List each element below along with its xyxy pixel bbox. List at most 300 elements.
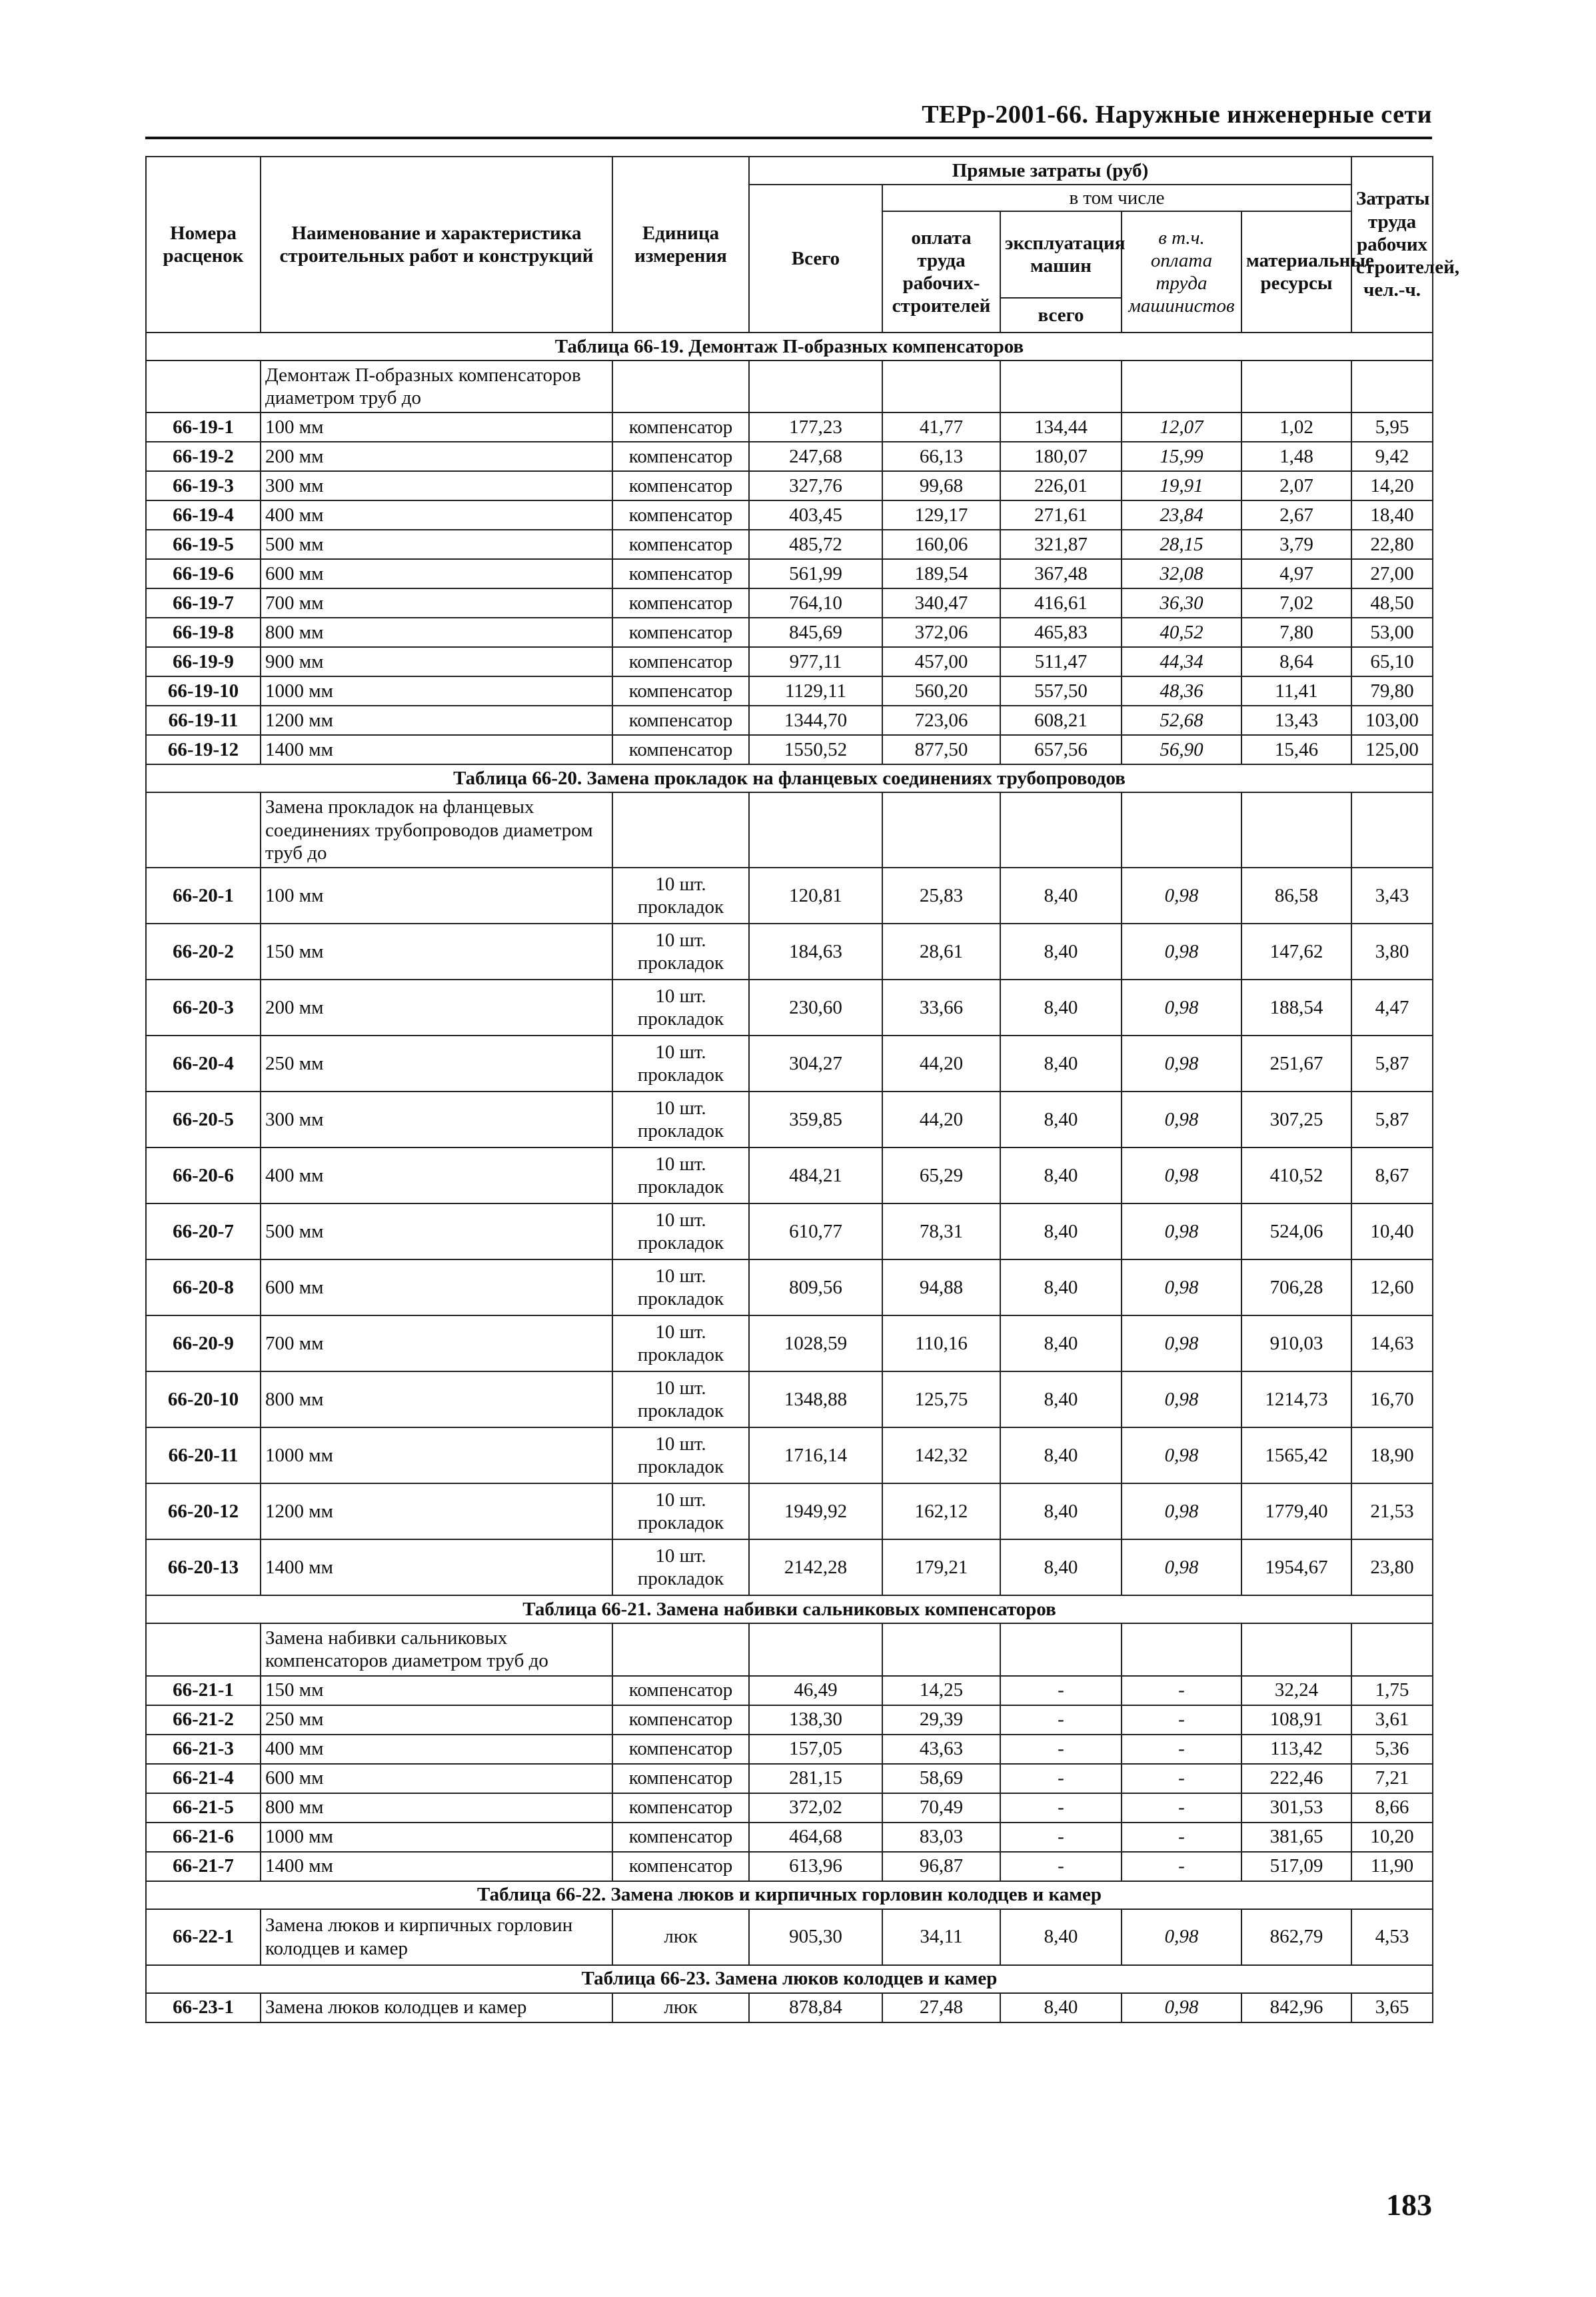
machine-operation: 8,40 <box>1000 1993 1122 2022</box>
total-cost: 610,77 <box>749 1203 882 1259</box>
unit: компенсатор <box>612 471 749 500</box>
rate-code: 66-22-1 <box>146 1909 261 1965</box>
labor-cost: 10,20 <box>1351 1823 1433 1852</box>
page-number: 183 <box>1386 2188 1432 2222</box>
worker-wages: 78,31 <box>882 1203 1000 1259</box>
rate-code: 66-20-13 <box>146 1539 261 1595</box>
rate-code: 66-19-5 <box>146 530 261 559</box>
labor-cost: 16,70 <box>1351 1371 1433 1427</box>
work-name: 500 мм <box>261 1203 612 1259</box>
machine-operation: 367,48 <box>1000 559 1122 588</box>
work-name: 1200 мм <box>261 706 612 735</box>
machinist-wages: - <box>1122 1764 1241 1793</box>
empty-cell <box>882 792 1000 868</box>
work-name: 1400 мм <box>261 1539 612 1595</box>
work-name: 600 мм <box>261 559 612 588</box>
machinist-wages: 44,34 <box>1122 647 1241 676</box>
unit: компенсатор <box>612 676 749 706</box>
worker-wages: 179,21 <box>882 1539 1000 1595</box>
unit: люк <box>612 1993 749 2022</box>
empty-cell <box>882 361 1000 412</box>
machine-operation: - <box>1000 1705 1122 1735</box>
rate-code: 66-20-3 <box>146 980 261 1036</box>
work-name: 800 мм <box>261 1371 612 1427</box>
machine-operation: 8,40 <box>1000 1036 1122 1092</box>
machinist-wages: 48,36 <box>1122 676 1241 706</box>
work-name: 900 мм <box>261 647 612 676</box>
work-name: 200 мм <box>261 442 612 471</box>
total-cost: 1716,14 <box>749 1427 882 1483</box>
work-name: 1400 мм <box>261 735 612 764</box>
machinist-wages: 0,98 <box>1122 1539 1241 1595</box>
machinist-wages: - <box>1122 1793 1241 1823</box>
machinist-wages: 0,98 <box>1122 1259 1241 1315</box>
labor-cost: 12,60 <box>1351 1259 1433 1315</box>
work-name: 300 мм <box>261 1092 612 1148</box>
unit: 10 шт. прокладок <box>612 1259 749 1315</box>
machinist-wages: 32,08 <box>1122 559 1241 588</box>
group-row <box>146 1623 1433 1675</box>
section-title: Таблица 66-21. Замена набивки сальниковых компенсаторов <box>146 1595 1433 1623</box>
table-row <box>146 980 1433 1036</box>
work-name: 150 мм <box>261 1676 612 1705</box>
work-name: 500 мм <box>261 530 612 559</box>
unit: 10 шт. прокладок <box>612 1483 749 1539</box>
machine-operation: 557,50 <box>1000 676 1122 706</box>
table-row <box>146 1705 1433 1735</box>
empty-cell <box>882 1623 1000 1675</box>
total-cost: 230,60 <box>749 980 882 1036</box>
worker-wages: 340,47 <box>882 588 1000 618</box>
rate-code: 66-20-2 <box>146 924 261 980</box>
work-name: Замена люков и кирпичных горловин колодцев и камер <box>261 1909 612 1965</box>
worker-wages: 129,17 <box>882 500 1000 530</box>
machinist-wages: 12,07 <box>1122 412 1241 442</box>
total-cost: 764,10 <box>749 588 882 618</box>
header-machines-total: всего <box>1000 298 1122 333</box>
table-row <box>146 1793 1433 1823</box>
total-cost: 372,02 <box>749 1793 882 1823</box>
machine-operation: 8,40 <box>1000 1148 1122 1203</box>
materials: 1,48 <box>1241 442 1351 471</box>
worker-wages: 162,12 <box>882 1483 1000 1539</box>
materials: 147,62 <box>1241 924 1351 980</box>
unit: 10 шт. прокладок <box>612 980 749 1036</box>
materials: 862,79 <box>1241 1909 1351 1965</box>
group-description: Замена набивки сальниковых компенсаторов диаметром труб до <box>261 1623 612 1675</box>
worker-wages: 14,25 <box>882 1676 1000 1705</box>
unit: компенсатор <box>612 735 749 764</box>
work-name: 800 мм <box>261 1793 612 1823</box>
work-name: 250 мм <box>261 1036 612 1092</box>
total-cost: 177,23 <box>749 412 882 442</box>
machine-operation: - <box>1000 1764 1122 1793</box>
machinist-wages: 28,15 <box>1122 530 1241 559</box>
table-row <box>146 471 1433 500</box>
unit: компенсатор <box>612 412 749 442</box>
empty-cell <box>1000 361 1122 412</box>
labor-cost: 18,90 <box>1351 1427 1433 1483</box>
work-name: 700 мм <box>261 588 612 618</box>
rate-code: 66-21-6 <box>146 1823 261 1852</box>
section-title: Таблица 66-23. Замена люков колодцев и камер <box>146 1965 1433 1993</box>
machine-operation: 8,40 <box>1000 1909 1122 1965</box>
materials: 8,64 <box>1241 647 1351 676</box>
table-row <box>146 868 1433 924</box>
empty-cell <box>1351 792 1433 868</box>
materials: 307,25 <box>1241 1092 1351 1148</box>
machinist-wages: 0,98 <box>1122 1909 1241 1965</box>
work-name: 200 мм <box>261 980 612 1036</box>
materials: 1214,73 <box>1241 1371 1351 1427</box>
machinist-wages: 56,90 <box>1122 735 1241 764</box>
empty-cell <box>612 792 749 868</box>
rate-code: 66-19-11 <box>146 706 261 735</box>
rate-code: 66-20-4 <box>146 1036 261 1092</box>
worker-wages: 83,03 <box>882 1823 1000 1852</box>
worker-wages: 44,20 <box>882 1036 1000 1092</box>
rate-code: 66-19-7 <box>146 588 261 618</box>
rate-code: 66-20-8 <box>146 1259 261 1315</box>
total-cost: 138,30 <box>749 1705 882 1735</box>
materials: 910,03 <box>1241 1315 1351 1371</box>
unit: компенсатор <box>612 618 749 647</box>
rate-code: 66-20-10 <box>146 1371 261 1427</box>
unit: компенсатор <box>612 1764 749 1793</box>
table-row <box>146 1909 1433 1965</box>
header-machine-wages: в т.ч. оплата труда машинистов <box>1122 211 1241 333</box>
machine-operation: 226,01 <box>1000 471 1122 500</box>
machinist-wages: 0,98 <box>1122 1483 1241 1539</box>
unit: компенсатор <box>612 706 749 735</box>
materials: 301,53 <box>1241 1793 1351 1823</box>
labor-cost: 5,87 <box>1351 1092 1433 1148</box>
labor-cost: 65,10 <box>1351 647 1433 676</box>
worker-wages: 66,13 <box>882 442 1000 471</box>
machinist-wages: 0,98 <box>1122 1993 1241 2022</box>
rate-code: 66-21-5 <box>146 1793 261 1823</box>
unit: компенсатор <box>612 1676 749 1705</box>
materials: 2,67 <box>1241 500 1351 530</box>
header-labor: Затраты труда рабочих строителей, чел.-ч. <box>1351 157 1433 333</box>
labor-cost: 22,80 <box>1351 530 1433 559</box>
total-cost: 1129,11 <box>749 676 882 706</box>
materials: 32,24 <box>1241 1676 1351 1705</box>
table-row <box>146 1764 1433 1793</box>
work-name: 400 мм <box>261 1148 612 1203</box>
total-cost: 2142,28 <box>749 1539 882 1595</box>
rate-code: 66-19-1 <box>146 412 261 442</box>
labor-cost: 23,80 <box>1351 1539 1433 1595</box>
materials: 251,67 <box>1241 1036 1351 1092</box>
empty-cell <box>749 792 882 868</box>
machine-operation: 8,40 <box>1000 1203 1122 1259</box>
total-cost: 484,21 <box>749 1148 882 1203</box>
machinist-wages: 0,98 <box>1122 1036 1241 1092</box>
unit: 10 шт. прокладок <box>612 1092 749 1148</box>
materials: 2,07 <box>1241 471 1351 500</box>
materials: 1565,42 <box>1241 1427 1351 1483</box>
materials: 410,52 <box>1241 1148 1351 1203</box>
materials: 524,06 <box>1241 1203 1351 1259</box>
work-name: 400 мм <box>261 1735 612 1764</box>
table-row <box>146 1823 1433 1852</box>
empty-cell <box>1122 361 1241 412</box>
table-body <box>146 333 1433 2022</box>
labor-cost: 7,21 <box>1351 1764 1433 1793</box>
machine-operation: 8,40 <box>1000 868 1122 924</box>
machine-operation: 465,83 <box>1000 618 1122 647</box>
table-row <box>146 676 1433 706</box>
labor-cost: 53,00 <box>1351 618 1433 647</box>
work-name: 1200 мм <box>261 1483 612 1539</box>
machine-operation: 180,07 <box>1000 442 1122 471</box>
worker-wages: 110,16 <box>882 1315 1000 1371</box>
work-name: 100 мм <box>261 868 612 924</box>
machinist-wages: 36,30 <box>1122 588 1241 618</box>
unit: компенсатор <box>612 1735 749 1764</box>
unit: 10 шт. прокладок <box>612 1315 749 1371</box>
materials: 13,43 <box>1241 706 1351 735</box>
machine-operation: 271,61 <box>1000 500 1122 530</box>
empty-cell <box>1351 361 1433 412</box>
worker-wages: 457,00 <box>882 647 1000 676</box>
machine-operation: 8,40 <box>1000 1483 1122 1539</box>
materials: 188,54 <box>1241 980 1351 1036</box>
empty-cell <box>146 361 261 412</box>
header-wages: оплата труда рабочих-строителей <box>882 211 1000 333</box>
total-cost: 977,11 <box>749 647 882 676</box>
table-row <box>146 706 1433 735</box>
unit: компенсатор <box>612 559 749 588</box>
worker-wages: 560,20 <box>882 676 1000 706</box>
table-row <box>146 588 1433 618</box>
labor-cost: 4,53 <box>1351 1909 1433 1965</box>
work-name: 600 мм <box>261 1259 612 1315</box>
machine-operation: - <box>1000 1676 1122 1705</box>
header-total: Всего <box>749 185 882 333</box>
table-row <box>146 618 1433 647</box>
total-cost: 878,84 <box>749 1993 882 2022</box>
machinist-wages: 0,98 <box>1122 924 1241 980</box>
group-description: Демонтаж П-образных компенсаторов диаметром труб до <box>261 361 612 412</box>
rate-code: 66-20-5 <box>146 1092 261 1148</box>
machinist-wages: 0,98 <box>1122 980 1241 1036</box>
worker-wages: 70,49 <box>882 1793 1000 1823</box>
total-cost: 327,76 <box>749 471 882 500</box>
labor-cost: 1,75 <box>1351 1676 1433 1705</box>
materials: 113,42 <box>1241 1735 1351 1764</box>
section-title: Таблица 66-20. Замена прокладок на фланцевых соединениях трубопроводов <box>146 764 1433 792</box>
worker-wages: 33,66 <box>882 980 1000 1036</box>
total-cost: 905,30 <box>749 1909 882 1965</box>
header-incl: в том числе <box>882 185 1351 211</box>
labor-cost: 3,65 <box>1351 1993 1433 2022</box>
section-title: Таблица 66-19. Демонтаж П-образных компенсаторов <box>146 333 1433 361</box>
total-cost: 281,15 <box>749 1764 882 1793</box>
work-name: 700 мм <box>261 1315 612 1371</box>
materials: 7,02 <box>1241 588 1351 618</box>
labor-cost: 5,87 <box>1351 1036 1433 1092</box>
unit: компенсатор <box>612 442 749 471</box>
labor-cost: 21,53 <box>1351 1483 1433 1539</box>
total-cost: 1550,52 <box>749 735 882 764</box>
rate-code: 66-19-3 <box>146 471 261 500</box>
total-cost: 1949,92 <box>749 1483 882 1539</box>
total-cost: 613,96 <box>749 1852 882 1881</box>
machine-operation: 8,40 <box>1000 1427 1122 1483</box>
empty-cell <box>1122 1623 1241 1675</box>
total-cost: 485,72 <box>749 530 882 559</box>
worker-wages: 99,68 <box>882 471 1000 500</box>
unit: 10 шт. прокладок <box>612 1427 749 1483</box>
empty-cell <box>749 1623 882 1675</box>
empty-cell <box>749 361 882 412</box>
unit: компенсатор <box>612 647 749 676</box>
materials: 517,09 <box>1241 1852 1351 1881</box>
worker-wages: 723,06 <box>882 706 1000 735</box>
work-name: Замена люков колодцев и камер <box>261 1993 612 2022</box>
machinist-wages: 0,98 <box>1122 1371 1241 1427</box>
rate-code: 66-20-1 <box>146 868 261 924</box>
rate-code: 66-20-9 <box>146 1315 261 1371</box>
work-name: 1400 мм <box>261 1852 612 1881</box>
labor-cost: 9,42 <box>1351 442 1433 471</box>
machine-operation: 8,40 <box>1000 1092 1122 1148</box>
table-row <box>146 1315 1433 1371</box>
table-row <box>146 924 1433 980</box>
machinist-wages: 40,52 <box>1122 618 1241 647</box>
machine-operation: 321,87 <box>1000 530 1122 559</box>
machine-operation: 134,44 <box>1000 412 1122 442</box>
materials: 842,96 <box>1241 1993 1351 2022</box>
machinist-wages: 0,98 <box>1122 1427 1241 1483</box>
worker-wages: 142,32 <box>882 1427 1000 1483</box>
labor-cost: 18,40 <box>1351 500 1433 530</box>
table-row <box>146 1483 1433 1539</box>
rate-code: 66-21-4 <box>146 1764 261 1793</box>
total-cost: 1348,88 <box>749 1371 882 1427</box>
machine-operation: - <box>1000 1823 1122 1852</box>
empty-cell <box>146 1623 261 1675</box>
running-head: ТЕРр-2001-66. Наружные инженерные сети <box>922 101 1432 129</box>
unit: 10 шт. прокладок <box>612 1036 749 1092</box>
worker-wages: 41,77 <box>882 412 1000 442</box>
materials: 108,91 <box>1241 1705 1351 1735</box>
table-row <box>146 1092 1433 1148</box>
empty-cell <box>1241 792 1351 868</box>
section-title-row <box>146 1965 1433 1993</box>
empty-cell <box>1241 1623 1351 1675</box>
table-row <box>146 1539 1433 1595</box>
rate-code: 66-19-9 <box>146 647 261 676</box>
materials: 86,58 <box>1241 868 1351 924</box>
total-cost: 561,99 <box>749 559 882 588</box>
labor-cost: 27,00 <box>1351 559 1433 588</box>
work-name: 800 мм <box>261 618 612 647</box>
unit: 10 шт. прокладок <box>612 924 749 980</box>
header-name: Наименование и характеристика строительных работ и конструкций <box>261 157 612 333</box>
machine-operation: 8,40 <box>1000 1371 1122 1427</box>
rate-code: 66-20-7 <box>146 1203 261 1259</box>
labor-cost: 125,00 <box>1351 735 1433 764</box>
rates-table <box>145 156 1460 2023</box>
worker-wages: 29,39 <box>882 1705 1000 1735</box>
machine-operation: 8,40 <box>1000 1259 1122 1315</box>
worker-wages: 28,61 <box>882 924 1000 980</box>
labor-cost: 103,00 <box>1351 706 1433 735</box>
labor-cost: 8,67 <box>1351 1148 1433 1203</box>
table-row <box>146 1676 1433 1705</box>
machinist-wages: 23,84 <box>1122 500 1241 530</box>
header-unit: Единица измерения <box>612 157 749 333</box>
materials: 4,97 <box>1241 559 1351 588</box>
machinist-wages: 0,98 <box>1122 868 1241 924</box>
rate-code: 66-20-11 <box>146 1427 261 1483</box>
work-name: 250 мм <box>261 1705 612 1735</box>
unit: 10 шт. прокладок <box>612 1203 749 1259</box>
table-row <box>146 500 1433 530</box>
machinist-wages: - <box>1122 1676 1241 1705</box>
unit: 10 шт. прокладок <box>612 1539 749 1595</box>
header-direct-costs: Прямые затраты (руб) <box>749 157 1351 185</box>
unit: компенсатор <box>612 530 749 559</box>
labor-cost: 3,80 <box>1351 924 1433 980</box>
machinist-wages: - <box>1122 1705 1241 1735</box>
rate-code: 66-19-12 <box>146 735 261 764</box>
worker-wages: 34,11 <box>882 1909 1000 1965</box>
machine-operation: 608,21 <box>1000 706 1122 735</box>
machine-operation: 657,56 <box>1000 735 1122 764</box>
materials: 11,41 <box>1241 676 1351 706</box>
worker-wages: 372,06 <box>882 618 1000 647</box>
machine-operation: - <box>1000 1793 1122 1823</box>
unit: люк <box>612 1909 749 1965</box>
worker-wages: 877,50 <box>882 735 1000 764</box>
worker-wages: 58,69 <box>882 1764 1000 1793</box>
labor-cost: 4,47 <box>1351 980 1433 1036</box>
worker-wages: 189,54 <box>882 559 1000 588</box>
materials: 3,79 <box>1241 530 1351 559</box>
machinist-wages: 15,99 <box>1122 442 1241 471</box>
table-row <box>146 412 1433 442</box>
empty-cell <box>1122 792 1241 868</box>
labor-cost: 3,43 <box>1351 868 1433 924</box>
materials: 1954,67 <box>1241 1539 1351 1595</box>
rate-code: 66-21-1 <box>146 1676 261 1705</box>
table-row <box>146 647 1433 676</box>
work-name: 150 мм <box>261 924 612 980</box>
machinist-wages: 19,91 <box>1122 471 1241 500</box>
machinist-wages: 0,98 <box>1122 1092 1241 1148</box>
rate-code: 66-19-6 <box>146 559 261 588</box>
machine-operation: 8,40 <box>1000 980 1122 1036</box>
unit: компенсатор <box>612 1823 749 1852</box>
empty-cell <box>1000 1623 1122 1675</box>
rate-code: 66-19-10 <box>146 676 261 706</box>
machinist-wages: 0,98 <box>1122 1203 1241 1259</box>
empty-cell <box>612 361 749 412</box>
header-rule <box>145 137 1432 139</box>
total-cost: 120,81 <box>749 868 882 924</box>
table-row <box>146 1148 1433 1203</box>
labor-cost: 8,66 <box>1351 1793 1433 1823</box>
machine-operation: 8,40 <box>1000 1539 1122 1595</box>
work-name: 600 мм <box>261 1764 612 1793</box>
labor-cost: 79,80 <box>1351 676 1433 706</box>
table-row <box>146 1427 1433 1483</box>
unit: 10 шт. прокладок <box>612 868 749 924</box>
